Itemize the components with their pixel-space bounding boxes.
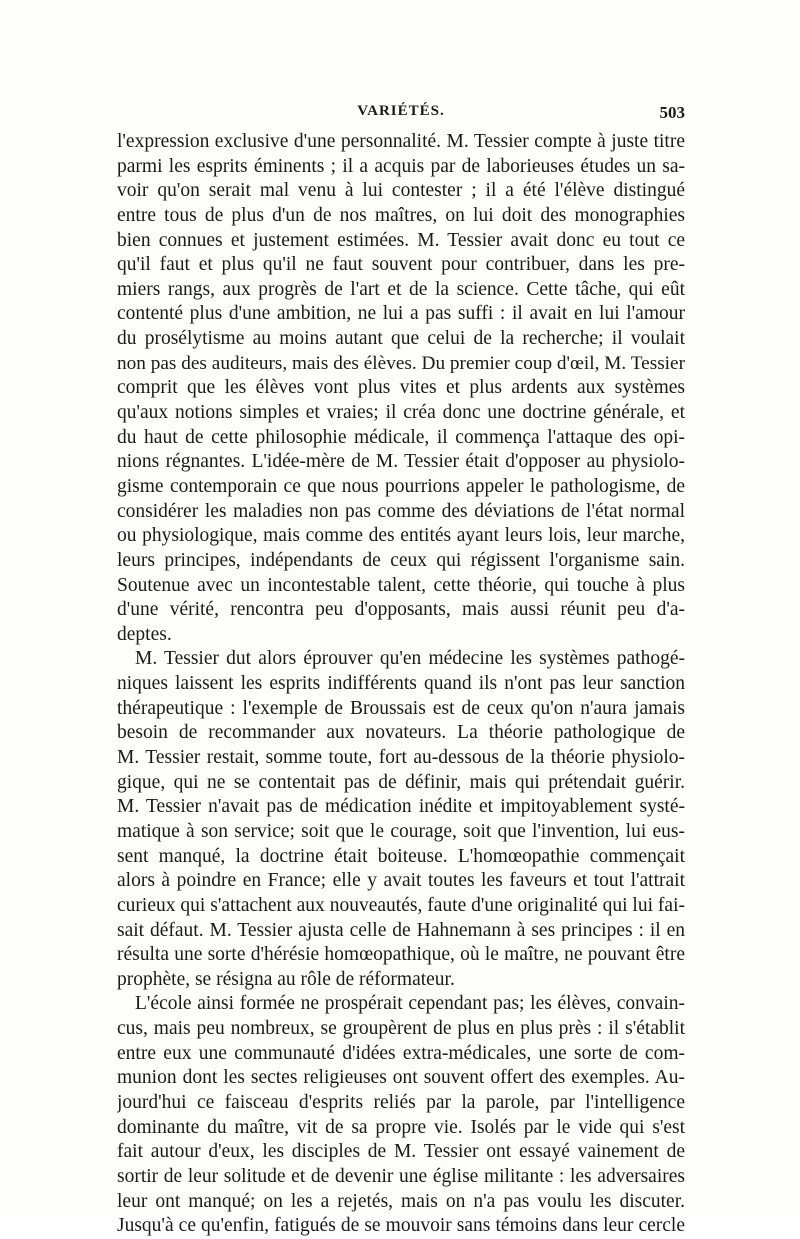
paragraph-start-line: M. Tessier dut alors éprouver qu'en médecine les systèmes pathogé- xyxy=(135,648,685,670)
text-line: qu'aux notions simples et vraies; il créa donc une doctrine générale, et xyxy=(117,402,685,424)
text-line: bien connues et justement estimées. M. Tessier avait donc eu tout ce xyxy=(117,229,685,251)
text-line: Soutenue avec un incontestable talent, cette théorie, qui touche à plus xyxy=(117,574,685,596)
text-line: sait défaut. M. Tessier ajusta celle de Hahnemann à ses principes : il en xyxy=(117,919,685,941)
text-line: miers rangs, aux progrès de l'art et de la science. Cette tâche, qui eût xyxy=(117,278,685,300)
text-line: considérer les maladies non pas comme des déviations de l'état normal xyxy=(117,500,685,522)
running-title: VARIÉTÉS. xyxy=(357,103,445,119)
text-line: du haut de cette philosophie médicale, il commença l'attaque des opi- xyxy=(117,426,685,448)
text-line: M. Tessier restait, somme toute, fort au-dessous de la théorie physiolo- xyxy=(117,747,685,769)
text-line: nions régnantes. L'idée-mère de M. Tessier était d'opposer au physiolo- xyxy=(117,451,685,473)
text-line: thérapeutique : l'exemple de Broussais est de ceux qu'on n'aura jamais xyxy=(117,697,685,719)
text-line: gique, qui ne se contentait pas de définir, mais qui prétendait guérir. xyxy=(117,771,685,793)
page-number: 503 xyxy=(659,103,685,122)
running-head xyxy=(117,103,685,127)
text-line: d'une vérité, rencontra peu d'opposants, mais aussi réunit peu d'a- xyxy=(117,599,685,621)
text-line: résulta une sorte d'hérésie homœopathique, où le maître, ne pouvant être xyxy=(117,944,685,966)
text-line: alors à poindre en France; elle y avait toutes les faveurs et tout l'attrait xyxy=(117,870,685,892)
text-line: du prosélytisme au moins autant que celui de la recherche; il voulait xyxy=(117,328,685,350)
text-line: parmi les esprits éminents ; il a acquis par de laborieuses études un sa- xyxy=(117,155,685,177)
text-line: non pas des auditeurs, mais des élèves. Du premier coup d'œil, M. Tessier xyxy=(117,352,685,374)
text-line: Jusqu'à ce qu'enfin, fatigués de se mouvoir sans témoins dans leur cercle xyxy=(117,1215,685,1237)
text-line: qu'il faut et plus qu'il ne faut souvent pour contribuer, dans les pre- xyxy=(117,254,685,276)
text-line: besoin de recommander aux novateurs. La théorie pathologique de xyxy=(117,722,685,744)
paragraph-start-line: L'école ainsi formée ne prospérait cependant pas; les élèves, convain- xyxy=(135,993,685,1015)
text-line: fait autour d'eux, les disciples de M. Tessier ont essayé vainement de xyxy=(117,1141,685,1163)
text-line: leurs principes, indépendants de ceux qui régissent l'organisme sain. xyxy=(117,549,685,571)
text-line: l'expression exclusive d'une personnalité. M. Tessier compte à juste titre xyxy=(117,131,685,152)
text-line: matique à son service; soit que le courage, soit que l'invention, lui eus- xyxy=(117,820,685,842)
body-text xyxy=(117,130,685,1239)
text-line: M. Tessier n'avait pas de médication inédite et impitoyablement systé- xyxy=(117,796,685,818)
text-line: contenté plus d'une ambition, ne lui a pas suffi : il avait en lui l'amour xyxy=(117,303,685,325)
text-line: jourd'hui ce faisceau d'esprits reliés par la parole, par l'intelligence xyxy=(117,1091,685,1113)
text-line: leur ont manqué; on les a rejetés, mais on n'a pas voulu les discuter. xyxy=(117,1190,685,1212)
text-line: ou physiologique, mais comme des entités ayant leurs lois, leur marche, xyxy=(117,525,685,547)
text-line: entre eux une communauté d'idées extra-médicales, une sorte de com- xyxy=(117,1042,685,1064)
paragraph-end-line: deptes. xyxy=(117,623,172,645)
text-line: sent manqué, la doctrine était boiteuse. L'homœopathie commençait xyxy=(117,845,685,867)
text-line: niques laissent les esprits indifférents quand ils n'ont pas leur sanction xyxy=(117,673,685,695)
text-line: voir qu'on serait mal venu à lui contester ; il a été l'élève distingué xyxy=(117,180,685,202)
text-line: cus, mais peu nombreux, se groupèrent de plus en plus près : il s'établit xyxy=(117,1018,685,1040)
text-line: gisme contemporain ce que nous pourrions appeler le pathologisme, de xyxy=(117,475,685,497)
paragraph-end-line: prophète, se résigna au rôle de réformateur. xyxy=(117,968,455,990)
text-line: munion dont les sectes religieuses ont souvent offert des exemples. Au- xyxy=(117,1067,685,1089)
text-line: comprit que les élèves vont plus vites et plus ardents aux systèmes xyxy=(117,377,685,399)
text-line: dominante du maître, vit de sa propre vie. Isolés par le vide qui s'est xyxy=(117,1116,685,1138)
text-line: curieux qui s'attachent aux nouveautés, faute d'une originalité qui lui fai- xyxy=(117,894,685,916)
text-line: entre tous de plus d'un de nos maîtres, on lui doit des monographies xyxy=(117,204,685,226)
text-line: sortir de leur solitude et de devenir une église militante : les adversaires xyxy=(117,1165,685,1187)
